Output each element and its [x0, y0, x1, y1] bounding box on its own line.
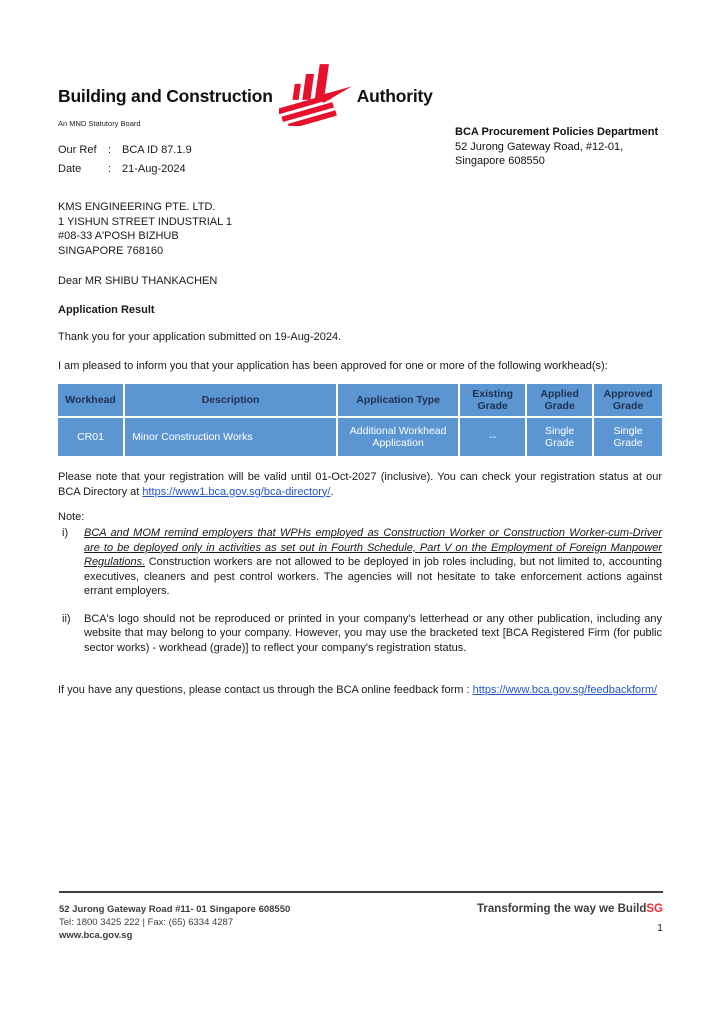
- table-header-cell: Description: [124, 384, 337, 417]
- recipient-address-line1: 1 YISHUN STREET INDUSTRIAL 1: [58, 215, 233, 228]
- bca-directory-link[interactable]: https://www1.bca.gov.sg/bca-directory/: [142, 485, 331, 498]
- table-cell: CR01: [58, 417, 124, 456]
- table-header-cell: Applied Grade: [526, 384, 593, 417]
- our-ref-label: Our Ref: [58, 144, 97, 156]
- our-ref-value: BCA ID 87.1.9: [122, 144, 192, 156]
- note-i-text: [84, 526, 662, 599]
- paragraph-approved: I am pleased to inform you that your application has been approved for one or more of the following workhead(s):: [58, 359, 608, 372]
- table-cell: --: [459, 417, 526, 456]
- department-address-line2: Singapore 608550: [455, 155, 545, 167]
- note-ii-marker: ii): [62, 612, 71, 625]
- logo-text-right: Authority: [356, 85, 433, 106]
- department-name: BCA Procurement Policies Department: [455, 126, 659, 138]
- table-header-cell: Approved Grade: [593, 384, 662, 417]
- paragraph-thank-you: Thank you for your application submitted on 19-Aug-2024.: [58, 331, 342, 343]
- validity-text-end: .: [330, 485, 334, 498]
- page-footer: [59, 891, 663, 942]
- note-item-ii: [58, 612, 662, 656]
- recipient-address-line2: #08-33 A'POSH BIZHUB: [58, 230, 179, 242]
- workhead-table-header-row: [58, 384, 662, 417]
- note-item-i: [58, 526, 662, 599]
- table-header-cell: Workhead: [58, 384, 124, 417]
- paragraph-validity: [58, 470, 662, 499]
- validity-text: Please note that your registration will be valid until 01-Oct-2027 (inclusive). You can check your registration status at our BCA Directory at: [58, 471, 662, 498]
- paragraph-feedback: [58, 684, 662, 696]
- note-i-marker: i): [62, 527, 69, 539]
- logo-subtitle: An MND Statutory Board: [58, 119, 141, 128]
- note-i-emphasis: BCA and MOM remind employers that WPHs employed as Construction Worker or Construction Worker-cum-Driver are to be deployed only in activities as set out in Fourth Schedule, Part V on the Employment of Foreign Manpower Regulations.: [84, 527, 662, 568]
- footer-address: 52 Jurong Gateway Road #11- 01 Singapore 608550: [59, 904, 291, 915]
- bca-logo: [58, 74, 662, 118]
- tagline-sg: SG: [646, 903, 663, 915]
- department-address-block: [455, 125, 658, 169]
- table-header-cell: Application Type: [337, 384, 459, 417]
- tagline-text: Transforming the way we Build: [477, 903, 647, 915]
- page-number: 1: [657, 922, 663, 934]
- table-cell: Single Grade: [526, 417, 593, 456]
- note-label: Note:: [58, 511, 85, 523]
- department-address-line1: 52 Jurong Gateway Road, #12-01,: [455, 140, 624, 153]
- workhead-table: [58, 384, 662, 456]
- footer-tagline: [477, 903, 663, 915]
- table-cell: Additional Workhead Application: [337, 417, 459, 456]
- bca-logo-icon: [279, 64, 353, 126]
- footer-website: www.bca.gov.sg: [59, 930, 133, 941]
- our-ref-colon: :: [108, 144, 112, 156]
- feedback-text: If you have any questions, please contact us through the BCA online feedback form :: [58, 684, 473, 696]
- date-colon: :: [108, 163, 112, 175]
- note-i-rest: Construction workers are not allowed to be deployed in job roles including, but not limited to, accounting executives, cleaners and pest control workers. The agencies will not hesitate to take enforcement actions against errant employers.: [84, 556, 662, 597]
- footer-address-block: [59, 903, 290, 942]
- feedback-form-link[interactable]: https://www.bca.gov.sg/feedbackform/: [472, 684, 658, 696]
- table-cell: Minor Construction Works: [124, 417, 337, 456]
- salutation: Dear MR SHIBU THANKACHEN: [58, 275, 218, 287]
- logo-text-left: Building and Construction: [58, 85, 273, 106]
- recipient-address-line3: SINGAPORE 768160: [58, 244, 164, 257]
- recipient-address-block: [58, 200, 662, 258]
- recipient-company: KMS ENGINEERING PTE. LTD.: [58, 201, 216, 213]
- date-label: Date: [58, 163, 82, 175]
- table-cell: Single Grade: [593, 417, 662, 456]
- note-ii-text: BCA's logo should not be reproduced or printed in your company's letterhead or any other publication, including any website that may belong to your company. However, you may use the bracketed text [BCA Registered Firm (for public sector works) - workhead (grade)] to reflect your company's registration status.: [84, 612, 662, 654]
- date-value: 21-Aug-2024: [122, 163, 186, 175]
- table-header-cell: Existing Grade: [459, 384, 526, 417]
- footer-contact: Tel: 1800 3425 222 | Fax: (65) 6334 4287: [59, 917, 234, 928]
- table-row: [58, 417, 662, 456]
- subject-heading: Application Result: [58, 304, 155, 316]
